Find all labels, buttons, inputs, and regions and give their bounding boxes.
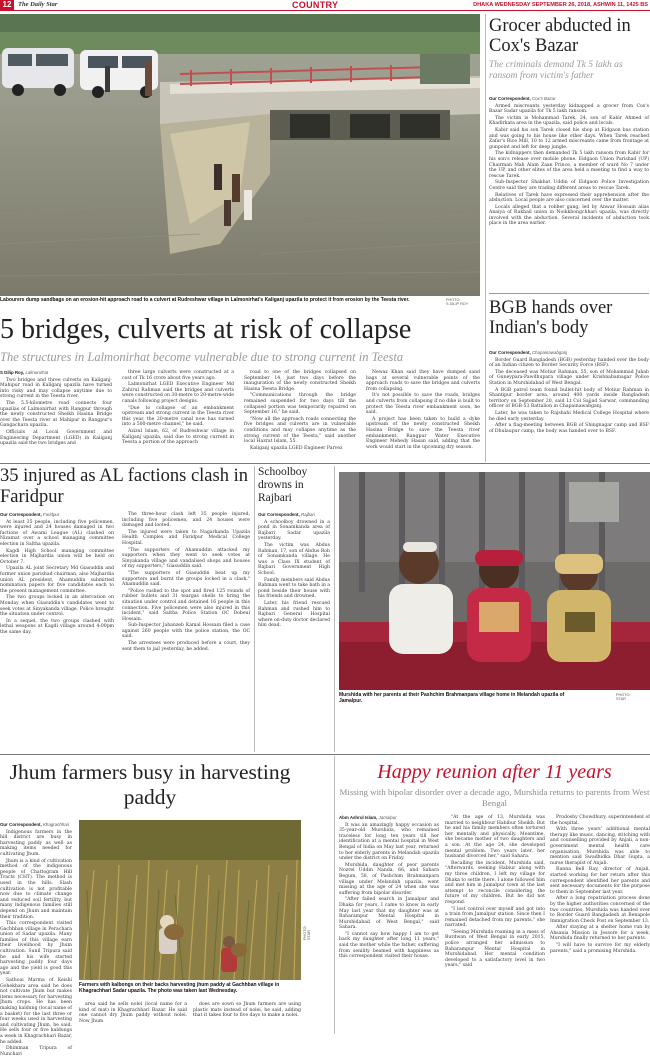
reunion-col-2 (445, 815, 545, 970)
column-rule (254, 466, 255, 752)
faridpur-byline: Our Correspondent, Faridpur (0, 512, 60, 517)
bgb-headline: BGB hands over Indian's body (489, 298, 613, 338)
paragraph: The two groups locked in an altercation on Monday when Giasuddin's candidates went to seek votes at Sinyakanda village. Police brought the situation under control. (0, 595, 114, 618)
paragraph: The victim was Abdus Rahman, 17, son of Abdus Rob of Sonamkanda village. He was a Class IX student of Rajbari Government High School. (258, 542, 330, 576)
paragraph: Border Guard Bangladesh (BGB) yesterday handed over the body of an Indian citizen to Border Security Force (BSF). (489, 357, 649, 369)
column-rule (485, 14, 486, 462)
bridges-col-2 (122, 370, 234, 447)
paddy-field-illustration (79, 820, 301, 980)
reunion-byline: Abm Ashrul Islam, Jamalpur (339, 815, 397, 820)
jhum-col-3 (193, 1002, 301, 1020)
paragraph: The three-hour clash left 35 people injured, including five policemen, and 24 houses were damaged and looted. (122, 512, 250, 529)
bridges-col-3 (244, 370, 356, 452)
section-divider (0, 463, 650, 464)
paragraph: After staying at a shelter home run by Ahsania Mission in Jessore for a week, Murshida finally returned to her parents. (550, 925, 650, 942)
dateline: DHAKA WEDNESDAY SEPTEMBER 26, 2018, ASHWIN 11, 1425 BS (473, 1, 648, 8)
paragraph: "The supporters of Ahamuddin attacked my supporters when they went to seek votes at Sinyakanda village and vandalised shops and houses of my supporters," Giasuddin said. (122, 547, 250, 570)
paragraph: Jhum is a kind of cultivation method of the indigenous people of Chattogram Hill Tracts (CHT). The method is used in the hills. Slash cultivation is not profitable now due to climate change and reduced soil fertility, but many indigenous families still depend on Jhum and maintain their tradition. (0, 858, 72, 920)
paragraph: Indigenous farmers in the hill district are busy in harvesting paddy as well as making items needed for cultivating Jhum. (0, 829, 72, 857)
paragraph: "I will have to survive for my elderly parents," said a promising Murshida. (550, 943, 650, 954)
paragraph: At least 35 people, including five policemen, were injured and 24 houses damaged in two factions of Awami League (AL) clashed on Nizamat over a school managing committee election in Saltha upazila. (0, 519, 114, 547)
bgb-body (489, 350, 649, 435)
paragraph: Sub-Inspector Jahanzeb Kamal Hossain filed a case against 260 people with the police station, the OC said. (122, 623, 250, 640)
paragraph: Sub-Inspector Shakhat Uddin of Eidgaon Police Investigation Centre said they are trading different areas to rescue Tarek. (489, 180, 649, 191)
paragraph: Two bridges and three culverts on Kaliganj-Mahipur road in Kaliganj upazila have turned into risky and may collapse anytime due to strong current in the Teesta river. (0, 377, 112, 400)
drown-body (258, 512, 330, 630)
paragraph: Later, his friend rescued Rahman and rushed him to Rajbari General Hospital where on-duty doctor declared him dead. (258, 600, 330, 629)
paragraph: After a long repatriation process done by the higher authorities concerned of the two countries, Murshida was handed over to Border Guard Bangladesh at Benapole Immigration Check Post on September 13. (550, 896, 650, 924)
reunion-deck: Missing with bipolar disorder over a decade ago, Murshida returns to parents from West Bengal (339, 787, 650, 808)
paragraph: Family members said Abdus Rahman went to take bath in a pond beside their house with his friends and drowned. (258, 577, 330, 600)
paragraph: This correspondent visited Gachhban village in Perachara union of Sadar upazila. Many families of this village earn their livelihood by Jhum cultivation. Sunil Tripura said he and his wife started harvesting paddy four days ago and the yield is good this year. (0, 921, 72, 977)
paragraph: Azizul Islam, 62, of Rudreshwar village in Kaliganj upazila, said due to strong current in Teesta a portion of the approach (122, 428, 234, 446)
paragraph: With three years' additional mental therapy like music, dancing, stitching with and counselling provided by Anjali, a non-government mental health care organisation, Murshida was able to mention said Swadhidka Dhar Gupta, a nurse therapist of Anjali. (550, 827, 650, 866)
paragraph: area said he sells nolei (local name for a kind of mat) in Khagrachhari Bazar. He said one cannot dry Jhum paddy without nolei. Now Jhum (79, 1002, 187, 1024)
paragraph: Dhimman Tripura of Nunchari (0, 1046, 72, 1057)
reunion-col-3 (550, 815, 650, 955)
paragraph: does are sown so Jhum farmers are using plastic mats instead of nolei, he said, adding that it takes four to five days to make a nolei. (193, 1002, 301, 1019)
jhum-col-2 (79, 1002, 187, 1025)
paragraph: "After failed search in Jamalpur and Dhaka for years, I came to know in early May last year that my daughter was at Baharampur Mental Hospital in Murshidabad of West Bengal," said Sahara. (339, 897, 439, 931)
paragraph: After a flag-meeting between BGB of Shingnagar camp and BSF of Dhulaupur camp, the body was handed over to BSF. (489, 423, 649, 434)
drown-byline: Our Correspondent, Rajbari (258, 512, 315, 517)
lead-photo-caption: Labourers dump sandbags on an erosion-hit approach road to a culvert at Rudreshwar village in Lalmonirhat's Kaliganj upazila to protect it from erosion by the Teesta river. (0, 297, 410, 303)
bridges-col-4 (366, 370, 480, 451)
jhum-photo (79, 820, 301, 980)
column-rule (334, 756, 335, 1034)
section-divider (0, 754, 650, 755)
paragraph: Recalling the incident, Murshida said, "Afterwards, seeking Habiur along with my three children, I left my village for Dhaka to settle there. I alone followed him and met him in Jamalpur town at the last attempt to reconcile considering the future of my children. But he did not respond. (445, 860, 545, 905)
paragraph: "I cannot say how happy I am to get back my daughter after long 11 years," said the mother while the father, suffering from senility beamed with happiness as this correspondent visited their house. (339, 931, 439, 960)
paragraph: "At the age of 13, Murshida was married to neighbour Habibur Sheikh. But he and his family members often tortured her mentally and physically. Meantime, she became mother of two daughters and a son. At the age 24, she developed mental problem. Two years later, her husband divorced her," said Sahara. (445, 815, 545, 860)
paragraph: Ranna Bell Ray, director of Anjali, started working for her return after this correspondent identified her parents and sent necessary documents for the purpose to them in September last year. (550, 867, 650, 895)
paragraph: "The supporters of Giasuddin beat up my supporters and burnt the groups locked in a clash," Ahamuddin said. (122, 570, 250, 588)
paragraph: Upazila AL joint Secretary Md Giasuddin and former union parishad chairman, also Majhardia union AL president, Ahamuddin submitted nomination papers for five candidates each to the present management committee. (0, 566, 114, 594)
lead-photo (0, 14, 480, 296)
paragraph: "Due to collapse of an embankment upstream and strong current in the Teesta river this year, the 20-metre canal now has turned into a 500-metre channel," he said. (122, 405, 234, 428)
jhum-photo-credit: PHOTO: STAR (303, 925, 312, 940)
bridges-headline: 5 bridges, culverts at risk of collapse (0, 314, 412, 345)
paragraph: Sathoai Marma of Keishi Gohekhara area said he does not cultivate Jhum but makes items necessary for harvesting Jhum crops. He has been making kaldung (local name of a basket) for the last three or four weeks used in harvesting and cultivating Jhum, he said. He sells four or five kaldungs a week in Khagrachhari Bazar, he added. (0, 978, 72, 1045)
page-header (0, 0, 650, 11)
paragraph: The injured were taken to Nagarkanda Upazila Health Complex and Faridpur Medical College Hospital. (122, 529, 250, 546)
reunion-photo (339, 472, 650, 690)
paragraph: The kidnappers then demanded Tk 5 lakh ransom from Kabir for his son's release over mobile phone. Eidgaon Union Parishad (UP) Chairman Mah Alam Zaan Prince, a member of ward No 7 under the UP, and other elites of the area held a meeting to find a way to rescue Tarek. (489, 151, 649, 179)
paragraph: "Now all the approach roads connecting the five bridges and culverts are in vulnerable conditions and may collapse anytime as the strong current of the Teesta," said another local Hazrat Islam, 55. (244, 416, 356, 445)
paragraph: Newaz Khan said they have dumped sand bags at several vulnerable points of the approach roads to save the bridges and culverts from collapsing. (366, 370, 480, 392)
grocer-headline: Grocer abducted in Cox's Bazar (489, 16, 631, 56)
paragraph: It was an amazingly happy occasion as 35-year-old Murshida, who remained traceless for long ten years till her identification at a mental hospital in West Bengal of India on May last year, returned to her elderly parents in Melandah upazila under the district on Friday. (339, 822, 439, 862)
paragraph: Murshida, daughter of poor parents Nozrel Uddin Nanda, 66, and Sahara Begum, 58, of Pashchim Brahmanpara village under Melandah upazila, went missing at the age of 24 when she was suffering from bipolar disorder. (339, 862, 439, 896)
paragraph: The deceased was Motiur Rahman, 55, son of Mohammad Jubab of Guneypara-Pawdhupara village under Krishnabamagar Police Station in Murshidabad of West Bengal. (489, 369, 649, 386)
paragraph: Lalmonirhat LGED Executive Engineer Md Zahirul Rahman said the bridges and culverts were constructed on 30-metre to 20-metre-wide canals following project designs. (122, 382, 235, 404)
masthead-logo: The Daily Star (18, 1, 58, 8)
paragraph: A BGB patrol team found bullet-hit body of Motiur Rahman in Shantipur border area, around 400 yards inside Bangladesh territory on September 20, said Lt Col Sajjad Sarwar, commanding officer of BGB-53 Battalion in Chapainawabganj. (489, 387, 649, 410)
paragraph: A project has been taken to build a dyke upstream of the newly constructed Sheikh Hasina Bridge to save the Teesta river embankment, Rangpur Water Executive Engineer Mehedy Hasan said, adding that the work would start in the upcoming dry season. (366, 416, 480, 450)
paragraph: Locals alleged that a robber gang, led by Anwar Hossain alias Anaiya of Rakhail union in Noikkhongchhari upazila, was directly involved with the abduction. Several incidents of abduction took place in the area earlier. (489, 204, 649, 227)
faridpur-col-1 (0, 512, 114, 636)
paragraph: Kagdi High School managing committee election in Majhardia union will be held on October 7. (0, 548, 114, 565)
paragraph: Relatives of Tarek have expressed their apprehension after the abduction. Local people are also concerned over the matter. (489, 192, 649, 204)
erosion-scene-illustration (0, 14, 480, 296)
reunion-headline: Happy reunion after 11 years (377, 761, 612, 783)
drown-headline: Schoolboy drowns in Rajbari (258, 466, 308, 504)
paragraph: Armed miscreants yesterday kidnapped a grocer from Cox's Bazar Sadar upazila for Tk 5 lakh ransom. (489, 103, 649, 115)
section-title: COUNTRY (292, 0, 339, 10)
grocer-body (489, 96, 649, 228)
paragraph: A schoolboy drowned in a pond in Sonamkanda area of Rajbari Sadar upazila yesterday. (258, 519, 330, 542)
faridpur-col-2 (122, 512, 250, 653)
reunion-photo-caption: Murshida with her parents at their Pashchim Brahmanpara village home in Melandah upazila of Jamalpur. (339, 692, 565, 705)
bgb-byline: Our Correspondent, Chapainawabganj (489, 350, 568, 355)
jhum-byline: Our Correspondent, Khagrachhari (0, 822, 70, 827)
faridpur-headline: 35 injured as AL factions clash in Faridpur (0, 466, 248, 507)
bridges-deck: The structures in Lalmonirhat become vulnerable due to strong current in Teesta (0, 350, 404, 364)
paragraph: "Seeing Murshida roaming in a mess of Burdwan of West Bengal in early 2015, police arranged her admission to Baharampur Mental Hospital in Murshidabad. Her mental condition developed to a satisfactory level in two years," said (445, 929, 545, 969)
paragraph: It's not possible to save the roads, bridges and culverts from collapsing if no dike is built to protect the Teesta river embankment soon, he said. (366, 393, 480, 416)
reunion-col-1 (339, 815, 439, 961)
divider (489, 293, 649, 294)
jhum-photo-caption: Farmers with kalbongs on their backs harvesting jhum paddy at Gachhban village in Khagrachhari Sadar upazila. The photo was taken last Wednesday. (79, 982, 280, 995)
paragraph: The arrestees were produced before a court, they sent them to jail yesterday, he added. (122, 641, 250, 652)
paragraph: In a sequel, the two groups clashed with lethal weapons at Kagdi village around 4:00pm the same day. (0, 618, 114, 635)
paragraph: Prodoshy Chowdhury, superintendent of the hospital. (550, 815, 650, 826)
paragraph: road to one of the bridges collapsed on September 14, just two days before the inauguration of the newly constructed Sheikh Hasina Teesta Bridge. (244, 370, 356, 392)
paragraph: Kaliganj upazila LGED Engineer Parvez (250, 445, 343, 451)
paragraph: Kabir said his son Tarek closed his shop at Eidgaon bus station and was going to his house like other days. When Tarek reached Zafar's Rice Mill, 10 to 12 armed miscreants came from frontage at gunpoint and left for deep jungle. (489, 127, 649, 150)
page-number: 12 (0, 0, 14, 10)
paragraph: "Police rushed to the spot and fired 125 rounds of rubber bullets and 31 teargas shells to bring the situation under control and detained 16 people in this connection. Five policemen were also injured in this incident," said Saltha Police Station OC Dobeul Hossain. (122, 588, 250, 622)
paragraph: "Communications through the bridge remained suspended for two days till the collapsed portion was temporarily repaired on September 16," he said. (244, 393, 356, 416)
column-rule (334, 466, 335, 752)
paragraph: The 5.5-kilometre road connects four upazilas of Lalmonirhat with Rangpur through the newly constructed Sheikh Hasina Bridge over the Teesta river at Mahipur in Rangpur's Gangachara upazila. (0, 400, 112, 429)
paragraph: "I lost control over myself and got into a train from Jamalpur station. Since then I remained detached from my parents," she narrated. (445, 906, 545, 929)
paragraph: Later, he was taken to Rajshahi Medical College Hospital where he died early yesterday. (489, 410, 649, 422)
paragraph: three large culverts were constructed at a cost of Tk 16 crore about five years ago. (122, 370, 234, 381)
paragraph: Officials at Local Government and Engineering Department (LGED) in Kaliganj upazila said the two bridges and (0, 429, 112, 447)
reunion-photo-credit: PHOTO: STAR (616, 693, 631, 702)
jhum-col-1 (0, 822, 72, 1058)
bridges-col-1 (0, 370, 112, 448)
bridges-byline: S Dilip Roy, Lalmonirhat (0, 370, 49, 375)
family-portrait-illustration (339, 472, 650, 690)
grocer-byline: Our Correspondent, Cox's Bazar (489, 96, 556, 101)
grocer-deck: The criminals demand Tk 5 lakh as ransom from victim's father (489, 60, 623, 81)
paragraph: The victim is Mohammad Tarek, 24, son of Kabir Ahmed of Khadirkata area in the upazila, said police and locals. (489, 115, 649, 127)
jhum-headline: Jhum farmers busy in harvesting paddy (9, 760, 291, 809)
lead-photo-credit: PHOTO: S DILIP ROY (446, 298, 469, 307)
